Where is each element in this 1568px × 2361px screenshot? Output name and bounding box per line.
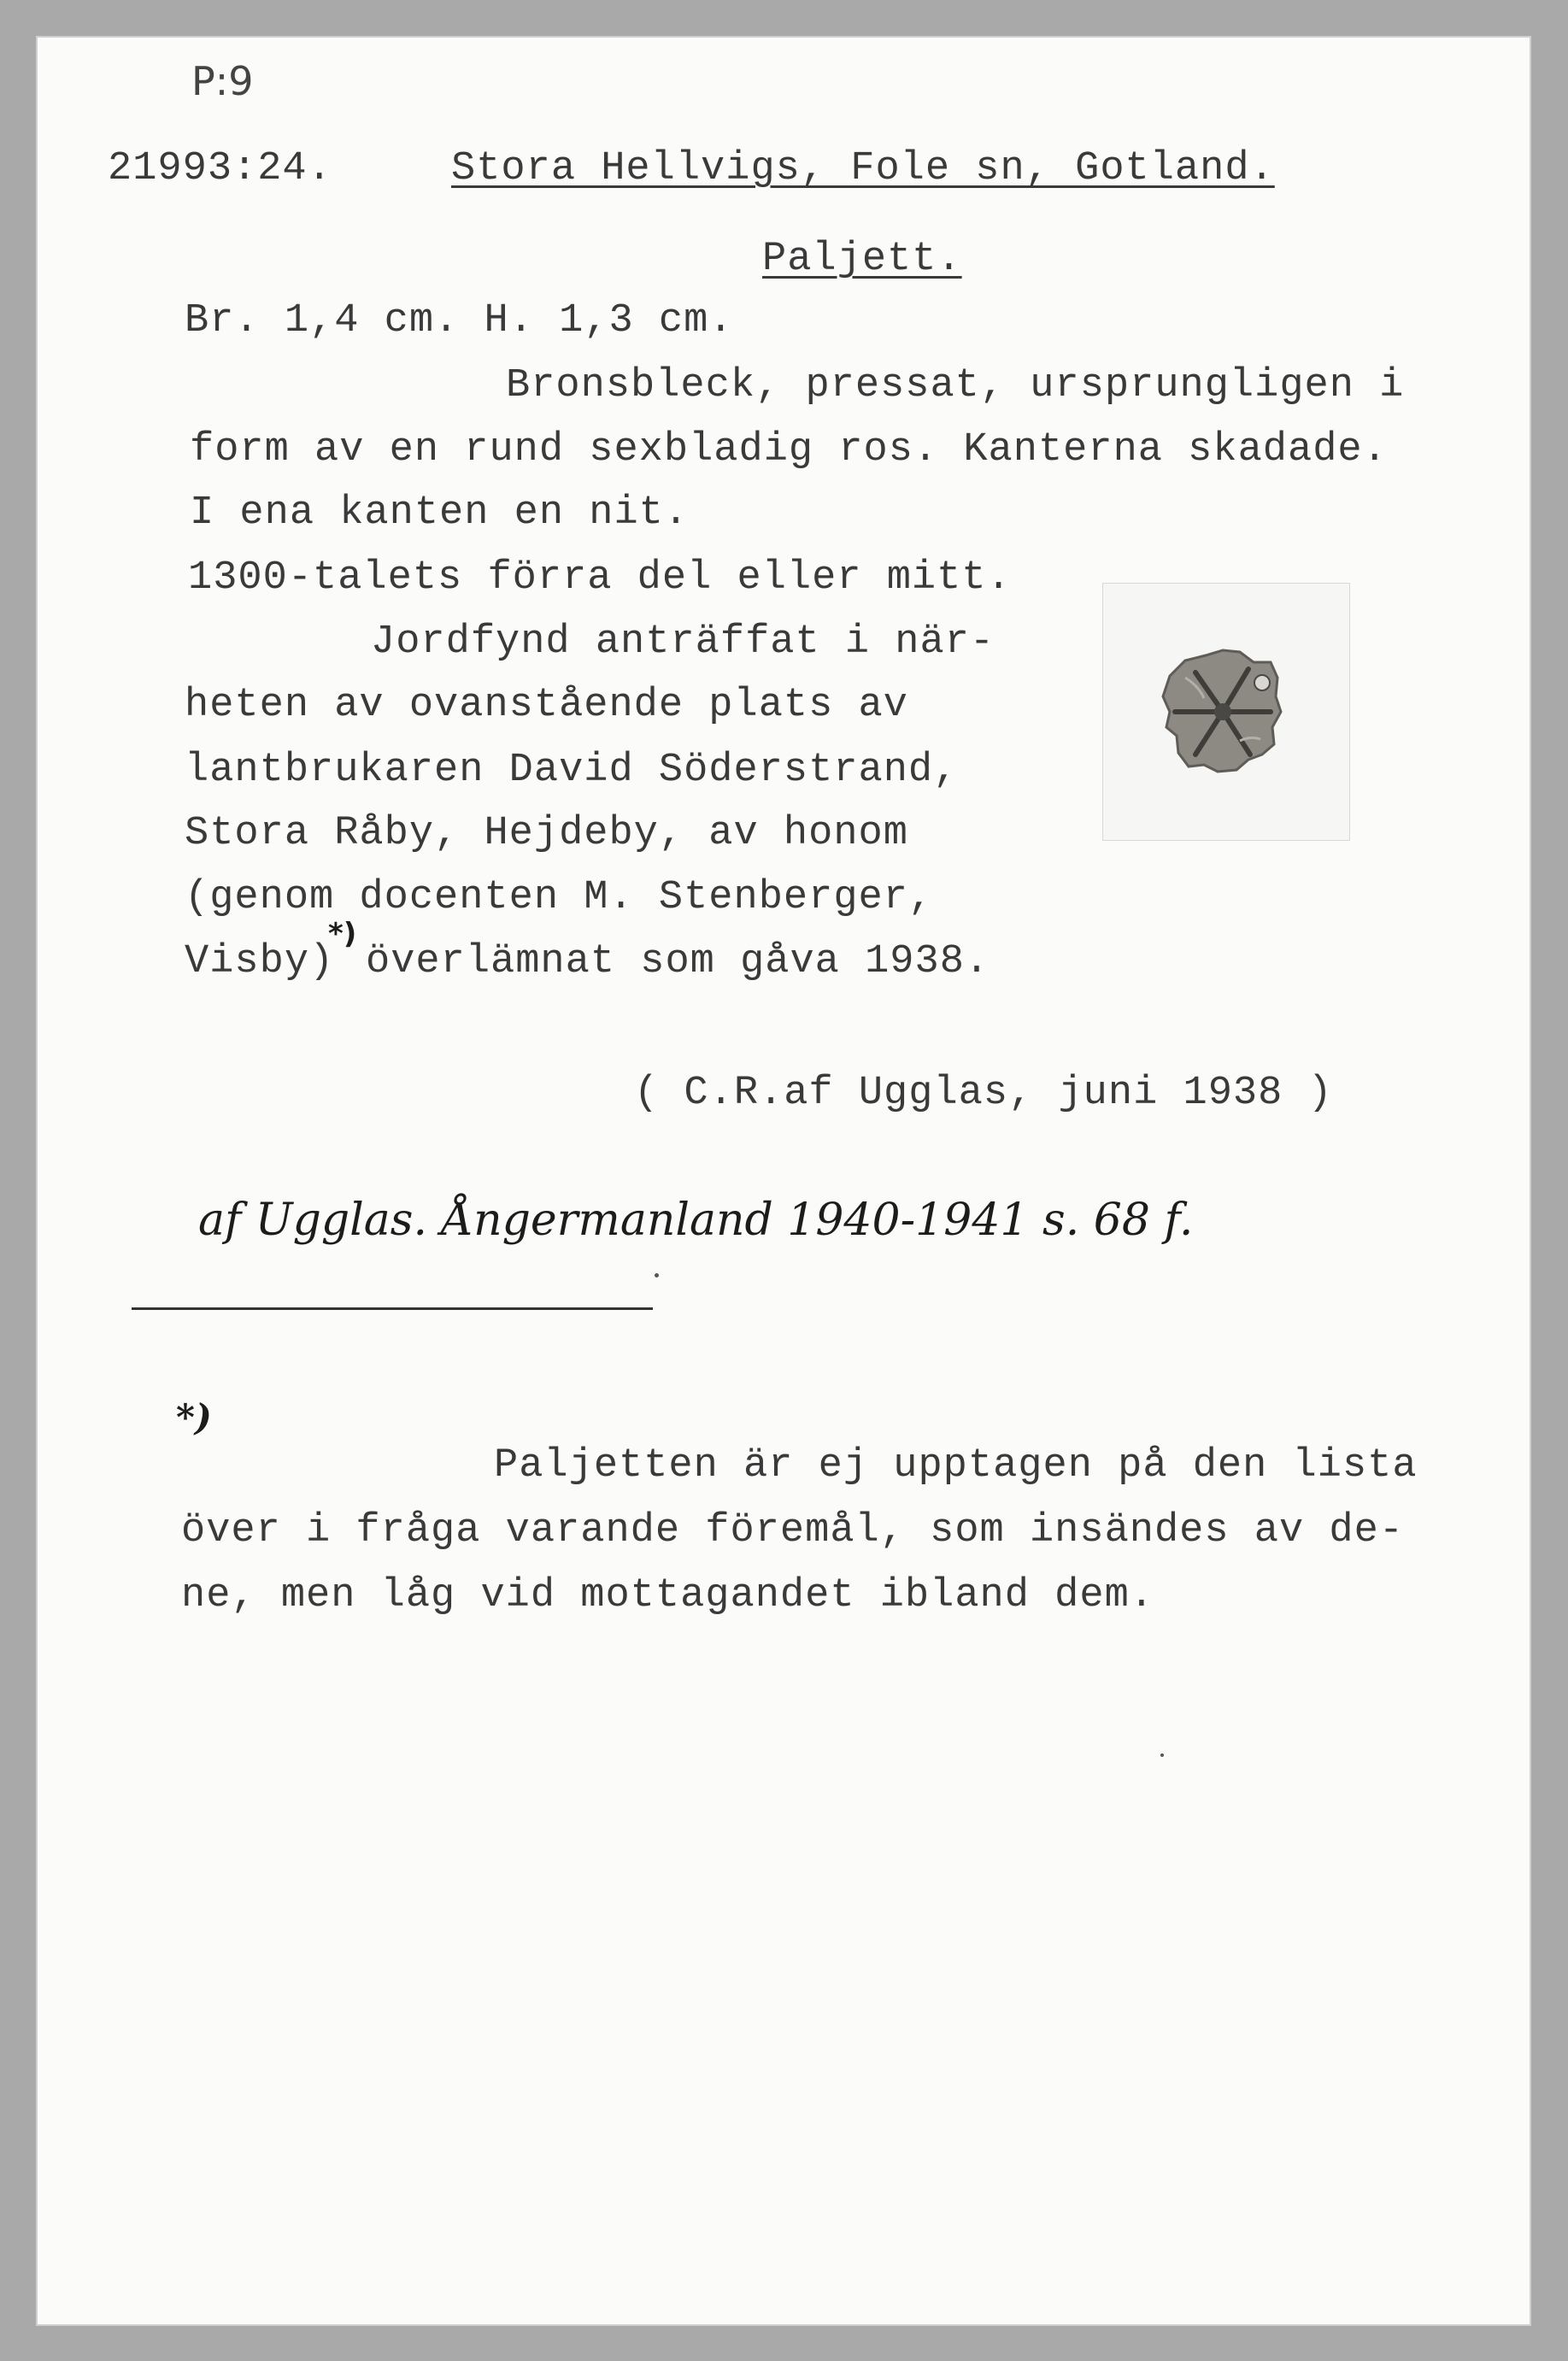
- separator-rule: [132, 1307, 653, 1310]
- dating-line: 1300-talets förra del eller mitt.: [188, 555, 1012, 601]
- object-title: Paljett.: [762, 237, 962, 282]
- site-heading: Stora Hellvigs, Fole sn, Gotland.: [451, 146, 1275, 191]
- description-line-1: Bronsbleck, pressat, ursprungligen i: [506, 363, 1405, 408]
- find-line-3: lantbrukaren David Söderstrand,: [185, 748, 959, 793]
- handwritten-reference: af Ugglas. Ångermanland 1940-1941 s. 68 f.: [198, 1195, 1194, 1246]
- find-line-6: Visby): [185, 939, 335, 984]
- footnote-line-3: ne, men låg vid mottagandet ibland dem.: [181, 1573, 1154, 1618]
- footnote-line-2: över i fråga varande föremål, som insändes av de-: [181, 1508, 1405, 1553]
- measurements: Br. 1,4 cm. H. 1,3 cm.: [185, 298, 734, 344]
- find-line-7: överlämnat som gåva 1938.: [366, 939, 990, 984]
- signature-line: ( C.R.af Ugglas, juni 1938 ): [634, 1071, 1333, 1116]
- find-line-2: heten av ovanstående plats av: [185, 683, 908, 728]
- description-line-3: I ena kanten en nit.: [190, 490, 690, 536]
- find-line-5: (genom docenten M. Stenberger,: [185, 875, 934, 920]
- catalog-number: 21993:24.: [108, 146, 332, 191]
- ink-dot: [655, 1273, 659, 1277]
- object-photo: [1102, 583, 1350, 841]
- ink-speck: [1160, 1753, 1164, 1757]
- footnote-mark: *): [328, 917, 357, 951]
- footnote-marker: *): [176, 1396, 212, 1438]
- corner-note: P:9: [191, 58, 254, 104]
- find-line-4: Stora Råby, Hejdeby, av honom: [185, 811, 908, 856]
- sequin-image: [1103, 584, 1349, 840]
- find-line-1: Jordfynd anträffat i när-: [371, 620, 995, 665]
- catalog-card: [36, 36, 1531, 2326]
- description-line-2: form av en rund sexbladig ros. Kanterna skadade.: [190, 427, 1388, 473]
- footnote-line-1: Paljetten är ej upptagen på den lista: [494, 1443, 1418, 1489]
